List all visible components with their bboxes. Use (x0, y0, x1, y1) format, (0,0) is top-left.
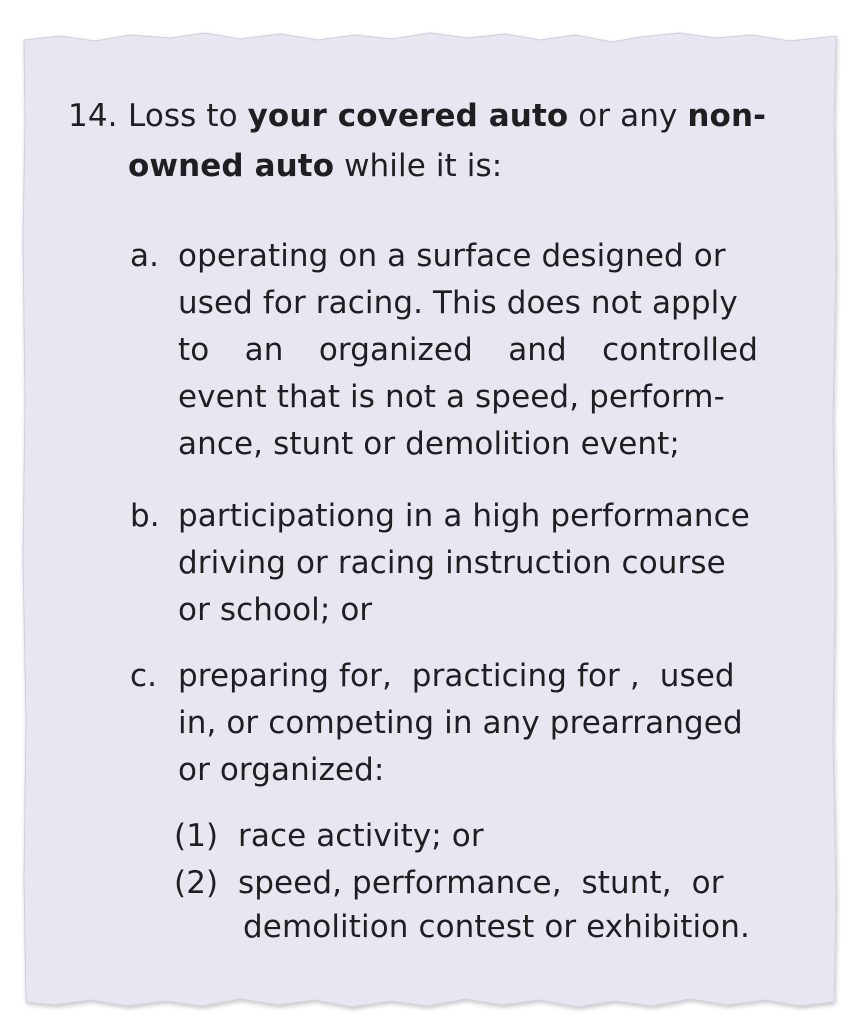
sub-item-1-line-1: race activity; or (238, 818, 484, 854)
sub-item-1-marker: (1) (174, 818, 219, 854)
text-run: while it is: (334, 148, 503, 184)
sub-item-2-marker: (2) (174, 865, 219, 901)
defined-term-non-owned-auto-part2: owned auto (128, 148, 335, 184)
defined-term-your-covered-auto: your covered auto (247, 98, 569, 134)
item-b-line-3: or school; or (178, 592, 373, 628)
item-a-line-2: used for racing. This does not apply (178, 285, 738, 321)
item-a-line-3: to an organized and controlled (178, 332, 758, 368)
defined-term-non-owned-auto-part1: non- (687, 98, 767, 134)
item-14-number: 14. (68, 98, 118, 134)
sub-item-2-line-2: demolition contest or exhibition. (243, 909, 750, 945)
item-a-line-1: operating on a surface designed or (178, 238, 726, 274)
text-run: Loss to (128, 98, 248, 134)
item-c-line-2: in, or competing in any prearranged (178, 705, 743, 741)
text-run: or any (568, 98, 688, 134)
item-a-line-4: event that is not a speed, perform- (178, 379, 725, 415)
sub-item-2-line-1: speed, performance, stunt, or (238, 865, 724, 901)
item-14-line-2 (128, 148, 503, 184)
item-b-marker: b. (130, 498, 160, 534)
item-b-line-1: participationg in a high performance (178, 498, 750, 534)
item-14-line-1 (128, 98, 767, 134)
item-a-line-5: ance, stunt or demolition event; (178, 426, 680, 462)
item-a-marker: a. (130, 238, 160, 274)
item-b-line-2: driving or racing instruction course (178, 545, 726, 581)
item-c-line-3: or organized: (178, 752, 385, 788)
item-c-marker: c. (130, 658, 158, 694)
item-c-line-1: preparing for, practicing for , used (178, 658, 735, 694)
